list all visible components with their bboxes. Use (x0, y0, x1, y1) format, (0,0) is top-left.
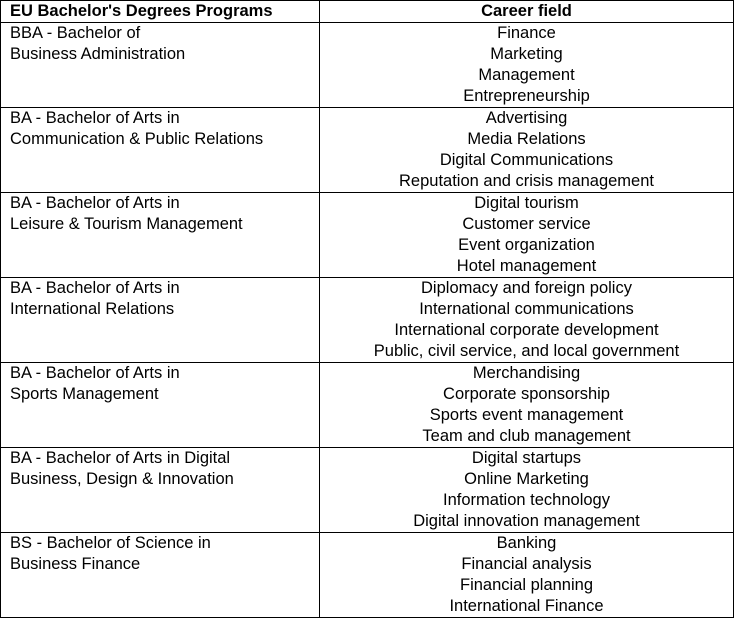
career-field-cell (320, 193, 734, 278)
program-cell (1, 363, 320, 448)
table-row (1, 278, 734, 363)
program-cell (1, 193, 320, 278)
program-name-line: Sports Management (10, 385, 159, 403)
career-field-cell (320, 108, 734, 193)
career-field-cell (320, 533, 734, 618)
career-item: Team and club management (422, 427, 631, 445)
career-item: Digital tourism (474, 194, 579, 212)
table-row (1, 23, 734, 108)
program-name-line: Communication & Public Relations (10, 130, 264, 148)
program-cell (1, 533, 320, 618)
career-item: Digital Communications (439, 151, 614, 169)
table-row (1, 533, 734, 618)
career-item: Financial planning (459, 576, 593, 594)
header-programs: EU Bachelor's Degrees Programs (1, 1, 320, 23)
career-item: International Finance (449, 597, 604, 615)
career-item: Information technology (443, 491, 610, 509)
career-item: Media Relations (467, 130, 586, 148)
program-cell (1, 108, 320, 193)
career-item: Diplomacy and foreign policy (421, 279, 632, 297)
career-item: Advertising (485, 109, 568, 127)
table-row (1, 108, 734, 193)
career-item: Digital innovation management (413, 512, 640, 530)
program-name-line: BS - Bachelor of Science in (10, 534, 211, 552)
career-item: Public, civil service, and local government (373, 342, 680, 360)
program-name-line: BA - Bachelor of Arts in (10, 109, 180, 127)
table-row (1, 363, 734, 448)
career-item: Management (478, 66, 575, 84)
program-name-line: Business Finance (10, 555, 141, 573)
career-item: Online Marketing (464, 470, 589, 488)
program-cell (1, 23, 320, 108)
table-row (1, 193, 734, 278)
career-item: Reputation and crisis management (399, 172, 654, 190)
career-field-cell (320, 448, 734, 533)
career-item: Financial analysis (461, 555, 592, 573)
career-item: Sports event management (429, 406, 624, 424)
program-name-line: BA - Bachelor of Arts in (10, 194, 180, 212)
career-item: International communications (419, 300, 634, 318)
career-item: Marketing (490, 45, 563, 63)
career-field-cell (320, 23, 734, 108)
program-cell (1, 448, 320, 533)
career-field-cell (320, 278, 734, 363)
career-item: Customer service (462, 215, 591, 233)
career-item: Event organization (458, 236, 595, 254)
program-name-line: International Relations (10, 300, 175, 318)
career-item: Entrepreneurship (463, 87, 590, 105)
career-item: Merchandising (472, 364, 581, 382)
career-item: International corporate development (394, 321, 659, 339)
career-item: Corporate sponsorship (443, 385, 610, 403)
table-body (1, 23, 734, 618)
career-item: Banking (496, 534, 557, 552)
career-item: Digital startups (471, 449, 582, 467)
program-cell (1, 278, 320, 363)
career-item: Finance (497, 24, 556, 42)
program-name-line: Business Administration (10, 45, 186, 63)
career-field-cell (320, 363, 734, 448)
program-name-line: BA - Bachelor of Arts in Digital (10, 449, 231, 467)
program-name-line: Leisure & Tourism Management (10, 215, 243, 233)
program-name-line: Business, Design & Innovation (10, 470, 234, 488)
header-career-field: Career field (320, 1, 734, 23)
program-name-line: BBA - Bachelor of (10, 24, 141, 42)
program-name-line: BA - Bachelor of Arts in (10, 279, 180, 297)
career-item: Hotel management (456, 257, 597, 275)
header-row (1, 1, 734, 23)
table-row (1, 448, 734, 533)
program-name-line: BA - Bachelor of Arts in (10, 364, 180, 382)
